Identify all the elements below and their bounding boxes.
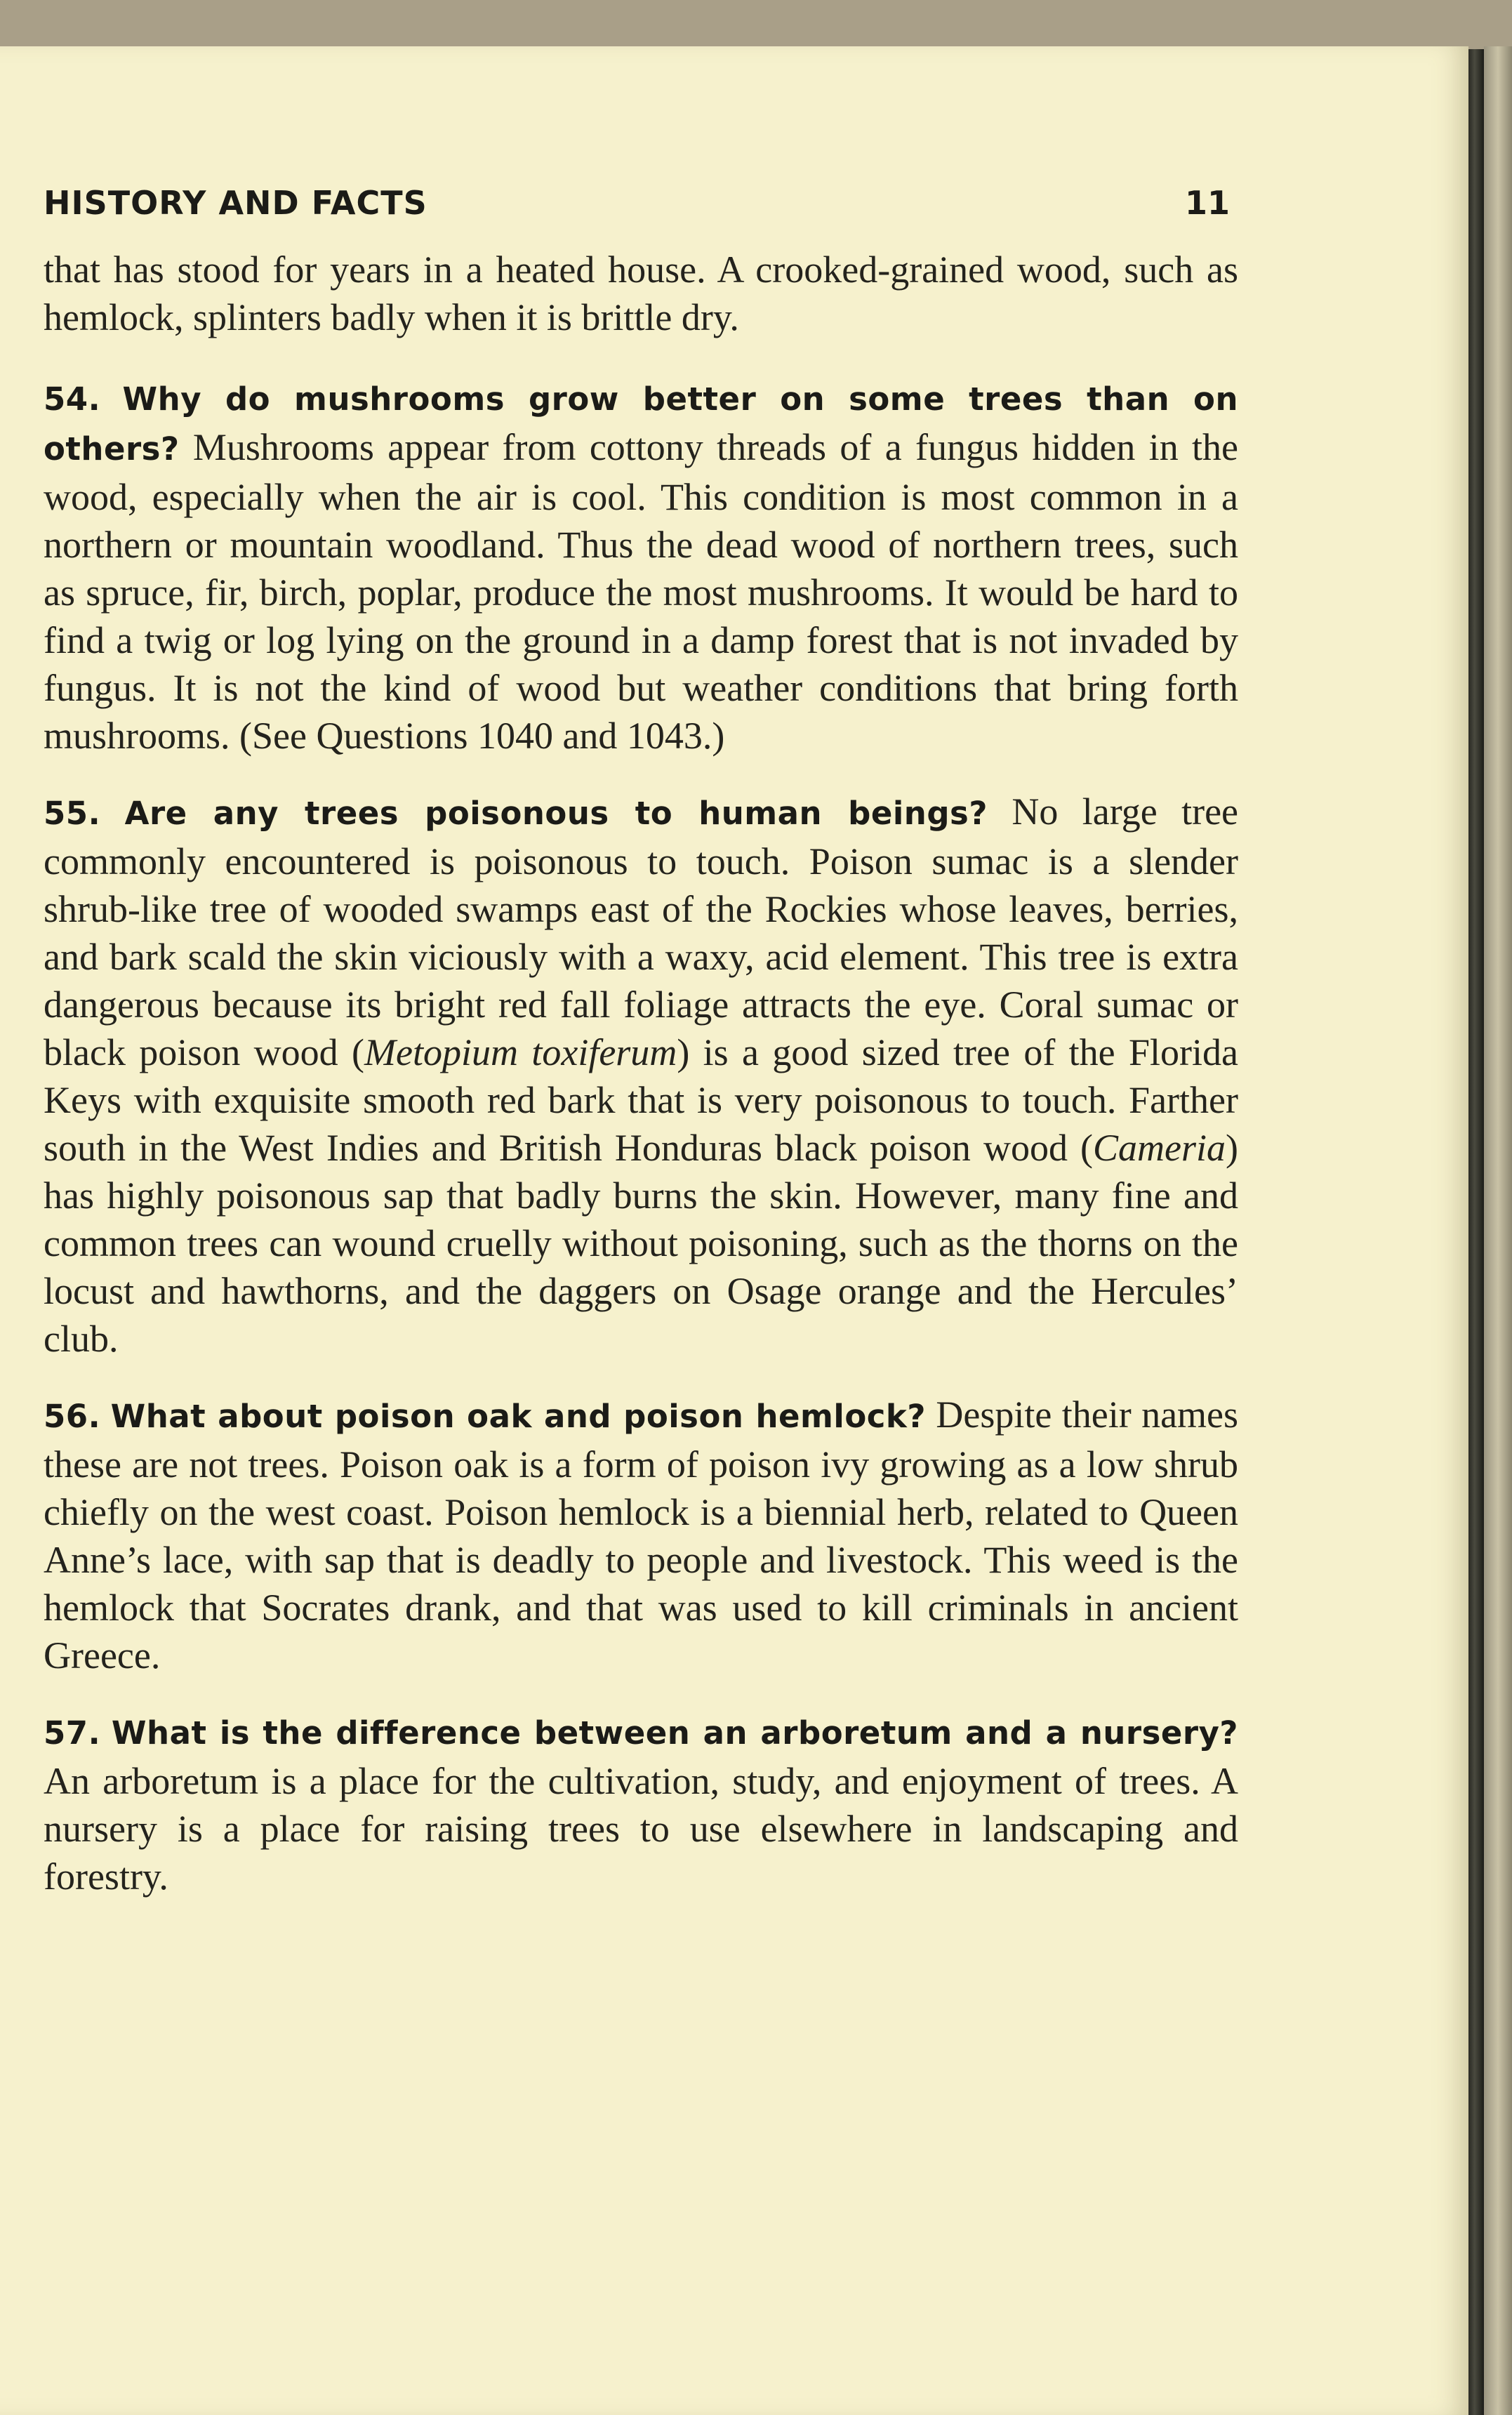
question-number: 57.: [44, 1714, 101, 1752]
question-56: [44, 1391, 1238, 1679]
question-number: 55.: [44, 795, 101, 832]
question-heading: Why do mushrooms grow better on some trees than on others?: [44, 381, 1239, 468]
answer-text: An arboretum is a place for the cultivation, study, and enjoyment of trees. A nursery is a place for raising trees to use elsewhere in landscaping and forestry.: [44, 1760, 1238, 1898]
continuation-paragraph: that has stood for years in a heated house. A crooked-grained wood, such as hemlock, splinters badly when it is brittle dry.: [44, 249, 1238, 338]
answer-text: Despite their names these are not trees. Poison oak is a form of poison ivy growing as a low shrub chiefly on the west coast. Poison hemlock is a biennial herb, related to Queen Anne’s lace, with sap that is deadly to people and livestock. This weed is the hemlock that Socrates drank, and that was used to kill criminals in ancient Greece.: [44, 1394, 1239, 1676]
question-57: [44, 1707, 1238, 1900]
answer-text: No large tree commonly encountered is poisonous to touch. Poison sumac is a slender shrub-like tree of wooded swamps east of the Rockies whose leaves, berries, and bark scald the skin viciously with a waxy, acid element. This tree is extra dangerous because its bright red fall foliage attracts the eye. Coral sumac or black poison wood (: [44, 790, 1239, 1073]
question-54: [44, 373, 1238, 760]
question-heading: What about poison oak and poison hemlock?: [110, 1398, 926, 1435]
page-content: [44, 246, 1238, 1900]
question-55: [44, 788, 1238, 1363]
running-header-title: HISTORY AND FACTS: [44, 184, 427, 222]
answer-text: ) is a good sized tree of the Florida Keys with exquisite smooth red bark that is very poisonous to touch. Farther south in the West Indies and British Honduras black poison wood (: [44, 1031, 1238, 1169]
book-spine-edge: [1468, 49, 1484, 2415]
question-number: 56.: [44, 1398, 101, 1435]
page-number: 11: [1184, 184, 1230, 222]
answer-text: Mushrooms appear from cottony threads of a fungus hidden in the wood, especially when the air is cool. This condition is most common in a northern or mountain woodland. Thus the dead wood of northern trees, such as spruce, fir, birch, poplar, produce the most mushrooms. It would be hard to find a twig or log lying on the ground in a damp forest that is not invaded by fungus. It is not the kind of wood but weather conditions that bring forth mushrooms. (See Questions 1040 and 1043.): [44, 426, 1239, 757]
question-heading: What is the difference between an arboretum and a nursery?: [111, 1714, 1239, 1752]
answer-text: ) has highly poisonous sap that badly burns the skin. However, many fine and common trees can wound cruelly without poisoning, such as the thorns on the locust and hawthorns, and the daggers on Osage orange and the Hercules’ club.: [44, 1127, 1238, 1360]
question-heading: Are any trees poisonous to human beings?: [124, 795, 988, 832]
question-number: 54.: [44, 381, 101, 418]
scientific-name: Metopium toxiferum: [364, 1031, 677, 1073]
running-header: [44, 184, 1230, 233]
page-edge-shadow: [1484, 46, 1512, 2415]
scientific-name: Cameria: [1093, 1127, 1226, 1169]
